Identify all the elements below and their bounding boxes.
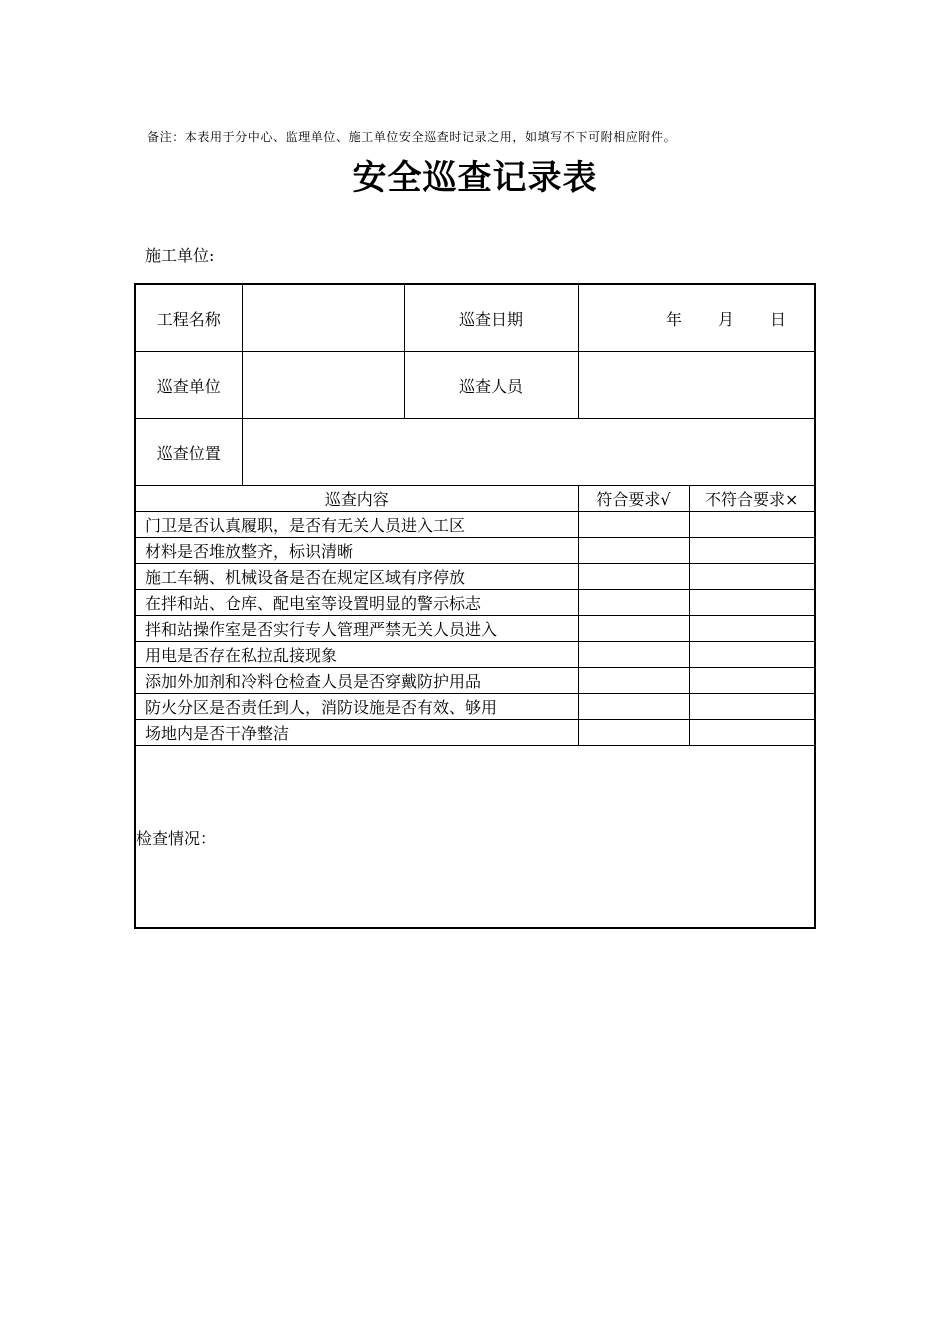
compliant-check-cell[interactable] [578, 616, 689, 642]
page-title: 安全巡查记录表 [352, 158, 598, 198]
checklist-item: 施工车辆、机械设备是否在规定区域有序停放 [136, 564, 578, 590]
table-row [136, 720, 814, 746]
compliant-check-cell[interactable] [578, 512, 689, 538]
checklist-item: 场地内是否干净整洁 [136, 720, 578, 746]
table-row [136, 564, 814, 590]
noncompliant-column-header: 不符合要求× [689, 486, 814, 512]
noncompliant-check-cell[interactable] [689, 720, 814, 746]
noncompliant-check-cell[interactable] [689, 616, 814, 642]
date-day: 日 [770, 309, 787, 329]
header-row-location [136, 419, 814, 486]
noncompliant-check-cell[interactable] [689, 668, 814, 694]
table-row [136, 616, 814, 642]
table-row [136, 590, 814, 616]
checklist-item: 材料是否堆放整齐，标识清晰 [136, 538, 578, 564]
date-year: 年 [665, 309, 682, 329]
compliant-check-cell[interactable] [578, 538, 689, 564]
patrol-location-field[interactable] [242, 419, 814, 486]
checklist-item: 在拌和站、仓库、配电室等设置明显的警示标志 [136, 590, 578, 616]
noncompliant-check-cell[interactable] [689, 538, 814, 564]
compliant-check-cell[interactable] [578, 668, 689, 694]
inspection-table [136, 285, 814, 928]
checklist-item: 用电是否存在私拉乱接现象 [136, 642, 578, 668]
table-row [136, 694, 814, 720]
compliant-check-cell[interactable] [578, 590, 689, 616]
compliant-check-cell[interactable] [578, 720, 689, 746]
patrol-unit-field[interactable] [242, 352, 404, 419]
patrol-date-field[interactable] [578, 285, 814, 352]
noncompliant-check-cell[interactable] [689, 590, 814, 616]
noncompliant-check-cell[interactable] [689, 642, 814, 668]
findings-field[interactable] [136, 746, 814, 929]
project-name-field[interactable] [242, 285, 404, 352]
compliant-column-header: 符合要求√ [578, 486, 689, 512]
table-row [136, 538, 814, 564]
project-name-label: 工程名称 [136, 285, 242, 352]
checklist-item: 拌和站操作室是否实行专人管理严禁无关人员进入 [136, 616, 578, 642]
findings-row [136, 746, 814, 929]
patrol-personnel-label: 巡查人员 [404, 352, 578, 419]
compliant-check-cell[interactable] [578, 564, 689, 590]
compliant-check-cell[interactable] [578, 642, 689, 668]
content-column-header: 巡查内容 [136, 486, 578, 512]
construction-unit-label: 施工单位: [145, 246, 215, 265]
patrol-location-label: 巡查位置 [136, 419, 242, 486]
noncompliant-check-cell[interactable] [689, 564, 814, 590]
inspection-form [134, 283, 816, 929]
patrol-unit-label: 巡查单位 [136, 352, 242, 419]
checklist-item: 防火分区是否责任到人，消防设施是否有效、够用 [136, 694, 578, 720]
patrol-date-label: 巡查日期 [404, 285, 578, 352]
patrol-personnel-field[interactable] [578, 352, 814, 419]
table-row [136, 642, 814, 668]
checklist-item: 门卫是否认真履职，是否有无关人员进入工区 [136, 512, 578, 538]
header-row-unit [136, 352, 814, 419]
noncompliant-check-cell[interactable] [689, 694, 814, 720]
checklist-item: 添加外加剂和冷料仓检查人员是否穿戴防护用品 [136, 668, 578, 694]
noncompliant-check-cell[interactable] [689, 512, 814, 538]
table-row [136, 668, 814, 694]
checklist-header-row [136, 486, 814, 512]
date-month: 月 [717, 309, 734, 329]
compliant-check-cell[interactable] [578, 694, 689, 720]
form-note: 备注：本表用于分中心、监理单位、施工单位安全巡查时记录之用，如填写不下可附相应附件。 [147, 130, 677, 144]
header-row-project [136, 285, 814, 352]
table-row [136, 512, 814, 538]
findings-label: 检查情况： [136, 828, 217, 848]
